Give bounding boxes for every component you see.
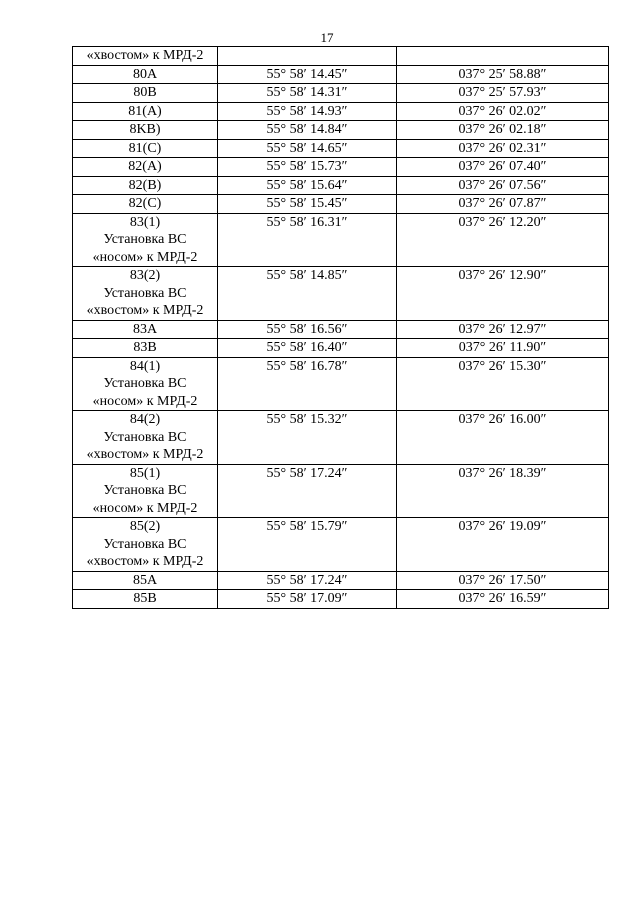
table-row: [73, 571, 609, 590]
parking-stand-label: 83(2): [129, 268, 161, 283]
coordinates-table-body: [73, 47, 609, 609]
parking-stand-label: 85(1): [129, 465, 161, 481]
longitude-cell: 037° 26′ 12.97″: [397, 320, 609, 339]
longitude-cell: 037° 26′ 15.30″: [397, 357, 609, 411]
parking-stand-label: 81(A): [128, 103, 162, 119]
parking-stand-label: «носом» к МРД-2: [92, 393, 198, 409]
longitude-cell: 037° 26′ 07.40″: [397, 158, 609, 177]
parking-stand-label: 84(1): [129, 358, 161, 374]
latitude-cell: 55° 58′ 15.73″: [218, 158, 397, 177]
parking-stand-label: 82(A): [128, 159, 162, 174]
table-row: [73, 158, 609, 177]
parking-stand-label: Установка ВС: [103, 376, 187, 391]
longitude-cell: 037° 26′ 02.18″: [397, 121, 609, 140]
parking-stand-cell: [73, 176, 218, 195]
parking-stand-label: 81(C): [128, 140, 162, 156]
table-row: [73, 357, 609, 411]
parking-stand-label: 8KB): [129, 122, 161, 137]
parking-stand-label: «носом» к МРД-2: [92, 249, 198, 265]
parking-stand-label: «носом» к МРД-2: [92, 500, 198, 516]
parking-stand-cell: [73, 213, 218, 267]
table-row: [73, 213, 609, 267]
parking-stand-cell: [73, 139, 218, 158]
latitude-cell: 55° 58′ 15.32″: [218, 411, 397, 465]
parking-stand-cell: [73, 195, 218, 214]
parking-stand-cell: [73, 357, 218, 411]
table-row: [73, 195, 609, 214]
latitude-cell: 55° 58′ 14.93″: [218, 102, 397, 121]
table-row: [73, 47, 609, 66]
table-row: [73, 320, 609, 339]
table-row: [73, 339, 609, 358]
longitude-cell: 037° 25′ 57.93″: [397, 84, 609, 103]
latitude-cell: 55° 58′ 15.79″: [218, 518, 397, 572]
latitude-cell: 55° 58′ 14.31″: [218, 84, 397, 103]
parking-stand-label: 83B: [133, 340, 157, 355]
table-row: [73, 176, 609, 195]
latitude-cell: 55° 58′ 16.56″: [218, 320, 397, 339]
parking-stand-cell: [73, 158, 218, 177]
longitude-cell: 037° 26′ 16.00″: [397, 411, 609, 465]
parking-stand-cell: [73, 464, 218, 518]
parking-stand-label: 82(B): [128, 177, 162, 193]
parking-stand-label: 85B: [133, 591, 157, 606]
latitude-cell: 55° 58′ 17.24″: [218, 464, 397, 518]
longitude-cell: 037° 26′ 07.56″: [397, 176, 609, 195]
parking-stand-label: 80B: [133, 85, 157, 100]
longitude-cell: 037° 26′ 07.87″: [397, 195, 609, 214]
parking-stand-cell: [73, 84, 218, 103]
parking-stand-label: «хвостом» к МРД-2: [86, 554, 204, 569]
page-number: 17: [320, 30, 334, 45]
longitude-cell: 037° 26′ 12.90″: [397, 267, 609, 321]
longitude-cell: 037° 25′ 58.88″: [397, 65, 609, 84]
parking-stand-cell: [73, 590, 218, 609]
parking-stand-cell: [73, 65, 218, 84]
parking-stand-label: 83A: [132, 321, 158, 337]
parking-stand-cell: [73, 267, 218, 321]
latitude-cell: 55° 58′ 15.64″: [218, 176, 397, 195]
longitude-cell: [397, 47, 609, 66]
latitude-cell: 55° 58′ 14.45″: [218, 65, 397, 84]
latitude-cell: 55° 58′ 16.78″: [218, 357, 397, 411]
longitude-cell: 037° 26′ 18.39″: [397, 464, 609, 518]
parking-stand-label: Установка ВС: [103, 536, 187, 552]
table-row: [73, 121, 609, 140]
parking-stand-cell: [73, 47, 218, 66]
table-row: [73, 411, 609, 465]
table-row: [73, 139, 609, 158]
parking-stand-cell: [73, 411, 218, 465]
parking-stand-label: Установка ВС: [103, 232, 187, 247]
longitude-cell: 037° 26′ 16.59″: [397, 590, 609, 609]
parking-stand-label: 83(1): [129, 214, 161, 230]
parking-stand-label: «хвостом» к МРД-2: [86, 48, 204, 63]
parking-stand-cell: [73, 518, 218, 572]
parking-stand-cell: [73, 102, 218, 121]
coordinates-table: [72, 46, 609, 609]
longitude-cell: 037° 26′ 17.50″: [397, 571, 609, 590]
parking-stand-label: 80A: [132, 66, 158, 82]
latitude-cell: 55° 58′ 17.09″: [218, 590, 397, 609]
parking-stand-label: 85A: [132, 572, 158, 588]
parking-stand-cell: [73, 320, 218, 339]
longitude-cell: 037° 26′ 11.90″: [397, 339, 609, 358]
parking-stand-label: Установка ВС: [103, 429, 187, 445]
parking-stand-label: «хвостом» к МРД-2: [86, 303, 204, 318]
table-row: [73, 464, 609, 518]
longitude-cell: 037° 26′ 12.20″: [397, 213, 609, 267]
latitude-cell: [218, 47, 397, 66]
parking-stand-label: «хвостом» к МРД-2: [86, 447, 204, 462]
table-row: [73, 102, 609, 121]
parking-stand-cell: [73, 339, 218, 358]
table-row: [73, 518, 609, 572]
latitude-cell: 55° 58′ 16.31″: [218, 213, 397, 267]
latitude-cell: 55° 58′ 14.84″: [218, 121, 397, 140]
longitude-cell: 037° 26′ 19.09″: [397, 518, 609, 572]
latitude-cell: 55° 58′ 17.24″: [218, 571, 397, 590]
table-row: [73, 590, 609, 609]
parking-stand-label: 82(C): [128, 196, 162, 211]
parking-stand-cell: [73, 571, 218, 590]
parking-stand-label: Установка ВС: [103, 483, 187, 498]
table-row: [73, 84, 609, 103]
latitude-cell: 55° 58′ 14.65″: [218, 139, 397, 158]
parking-stand-label: 85(2): [129, 519, 161, 534]
table-row: [73, 267, 609, 321]
parking-stand-cell: [73, 121, 218, 140]
latitude-cell: 55° 58′ 14.85″: [218, 267, 397, 321]
parking-stand-label: Установка ВС: [103, 285, 187, 301]
latitude-cell: 55° 58′ 16.40″: [218, 339, 397, 358]
latitude-cell: 55° 58′ 15.45″: [218, 195, 397, 214]
table-row: [73, 65, 609, 84]
parking-stand-label: 84(2): [129, 412, 161, 427]
longitude-cell: 037° 26′ 02.02″: [397, 102, 609, 121]
longitude-cell: 037° 26′ 02.31″: [397, 139, 609, 158]
